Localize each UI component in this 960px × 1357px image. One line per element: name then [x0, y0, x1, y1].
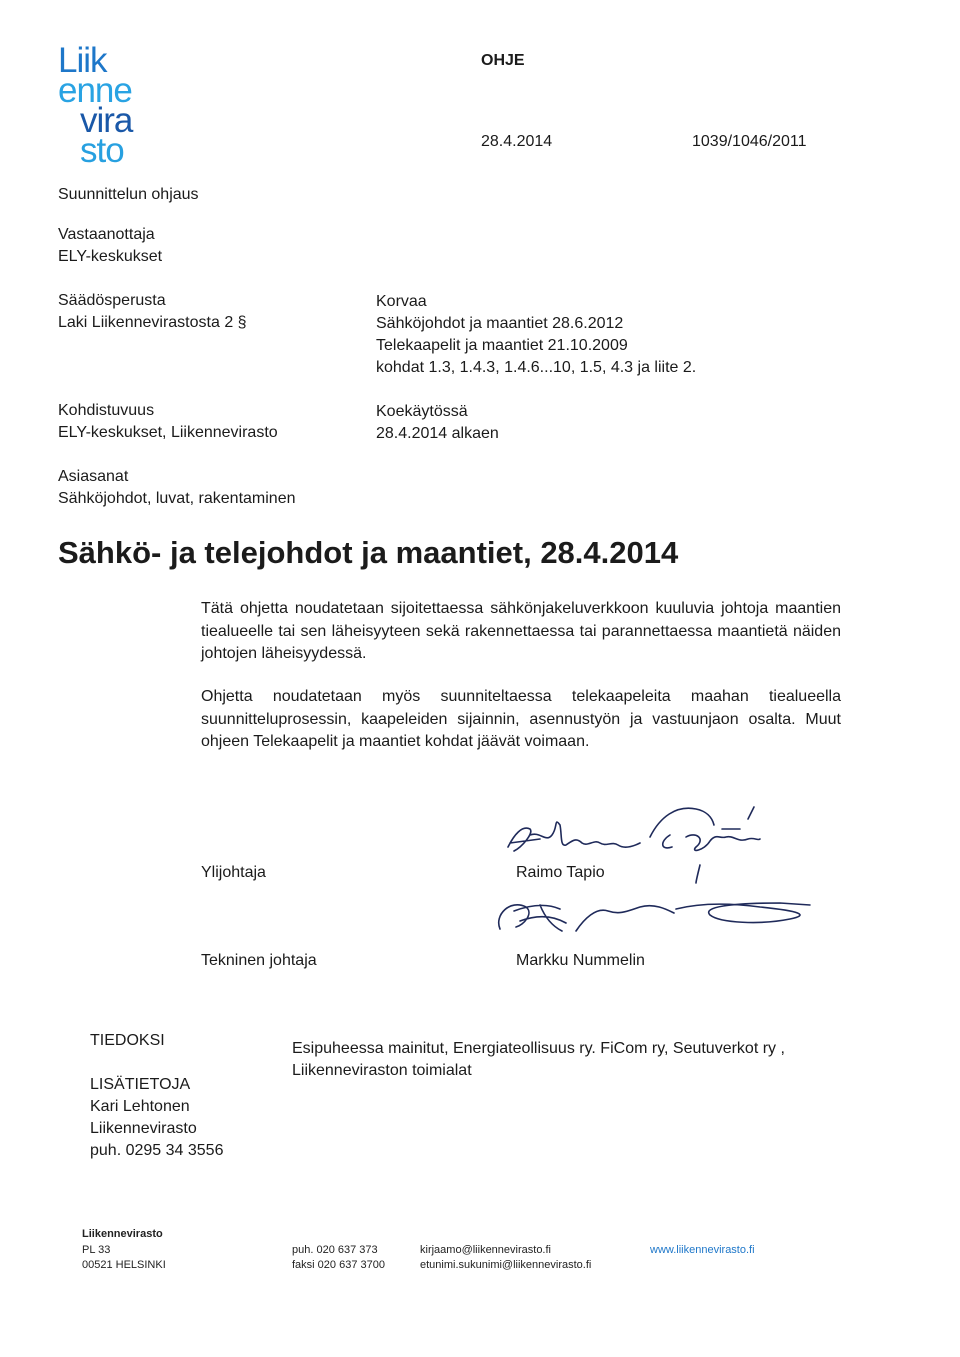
replaces-line-3: kohdat 1.3, 1.4.3, 1.4.6...10, 1.5, 4.3 ja liite 2. — [376, 359, 697, 376]
cc-value: Esipuheessa mainitut, Energiateollisuus ry. FiCom ry, Seutuverkot ry , — [292, 1040, 785, 1057]
contact-org: Liikennevirasto — [90, 1120, 197, 1137]
signature-name-2: Markku Nummelin — [516, 952, 645, 969]
subjects-label: Asiasanat — [58, 468, 129, 485]
department: Suunnittelun ohjaus — [58, 186, 199, 203]
signature-name-1: Raimo Tapio — [516, 864, 605, 881]
footer-fax: faksi 020 637 3700 — [292, 1259, 385, 1271]
replaces-label: Korvaa — [376, 293, 427, 310]
replaces-line-2: Telekaapelit ja maantiet 21.10.2009 — [376, 337, 628, 354]
info-label: LISÄTIETOJA — [90, 1076, 191, 1093]
footer-website-link[interactable]: www.liikennevirasto.fi — [650, 1244, 755, 1256]
body-paragraph-1: Tätä ohjetta noudatetaan sijoitettaessa sähkönjakeluverkkoon kuuluvia johtoja maantien tiealueelle tai sen läheisyyteen sekä rakennettaessa tai parannettaessa maantietä näiden johtojen läheisyydessä. — [201, 600, 841, 662]
signature-role-1: Ylijohtaja — [201, 864, 266, 881]
cc-value-2: Liikenneviraston toimialat — [292, 1062, 472, 1079]
logo-line-3: vira — [80, 101, 133, 140]
logo-line-2: enne — [58, 71, 132, 110]
recipient-value: ELY-keskukset — [58, 248, 163, 265]
footer-org — [82, 1227, 163, 1242]
footer-po-box: PL 33 — [82, 1244, 111, 1256]
trial-label: Koekäytössä — [376, 403, 468, 420]
legal-basis-label: Säädösperusta — [58, 292, 166, 309]
subjects-value: Sähköjohdot, luvat, rakentaminen — [58, 490, 296, 507]
document-reference: 1039/1046/2011 — [692, 133, 807, 150]
cc-label: TIEDOKSI — [90, 1032, 165, 1049]
recipient-label: Vastaanottaja — [58, 226, 155, 243]
contact-phone: puh. 0295 34 3556 — [90, 1142, 224, 1159]
replaces-line-1: Sähköjohdot ja maantiet 28.6.2012 — [376, 315, 624, 332]
signature-markku-nummelin — [480, 885, 820, 955]
footer-phone: puh. 020 637 373 — [292, 1244, 378, 1256]
target-label: Kohdistuvuus — [58, 402, 155, 419]
contact-name: Kari Lehtonen — [90, 1098, 190, 1115]
document-date: 28.4.2014 — [481, 133, 553, 150]
footer-city: 00521 HELSINKI — [82, 1259, 166, 1271]
legal-basis-value: Laki Liikennevirastosta 2 § — [58, 314, 247, 331]
footer-email-2[interactable]: etunimi.sukunimi@liikennevirasto.fi — [420, 1259, 592, 1271]
page-title: Sähkö- ja telejohdot ja maantiet, 28.4.2014 — [58, 535, 679, 570]
footer-email-1[interactable]: kirjaamo@liikennevirasto.fi — [420, 1244, 551, 1256]
logo-line-1: Liik — [58, 41, 107, 80]
document-type: OHJE — [481, 52, 525, 69]
footer-org-name: Liikennevirasto — [82, 1228, 163, 1240]
logo-line-4: sto — [80, 131, 124, 170]
liikennevirasto-logo — [58, 41, 168, 170]
signature-role-2: Tekninen johtaja — [201, 952, 317, 969]
body-paragraph-2: Ohjetta noudatetaan myös suunniteltaessa telekaapeleita maahan tiealueella suunnitteluprosessin, kaapeleiden sijainnin, asennustyön ja vastuunjaon osalta. Muut ohjeen Telekaapelit ja maantiet kohdat jäävät voimaan. — [201, 688, 841, 750]
trial-value: 28.4.2014 alkaen — [376, 425, 499, 442]
target-value: ELY-keskukset, Liikennevirasto — [58, 424, 278, 441]
